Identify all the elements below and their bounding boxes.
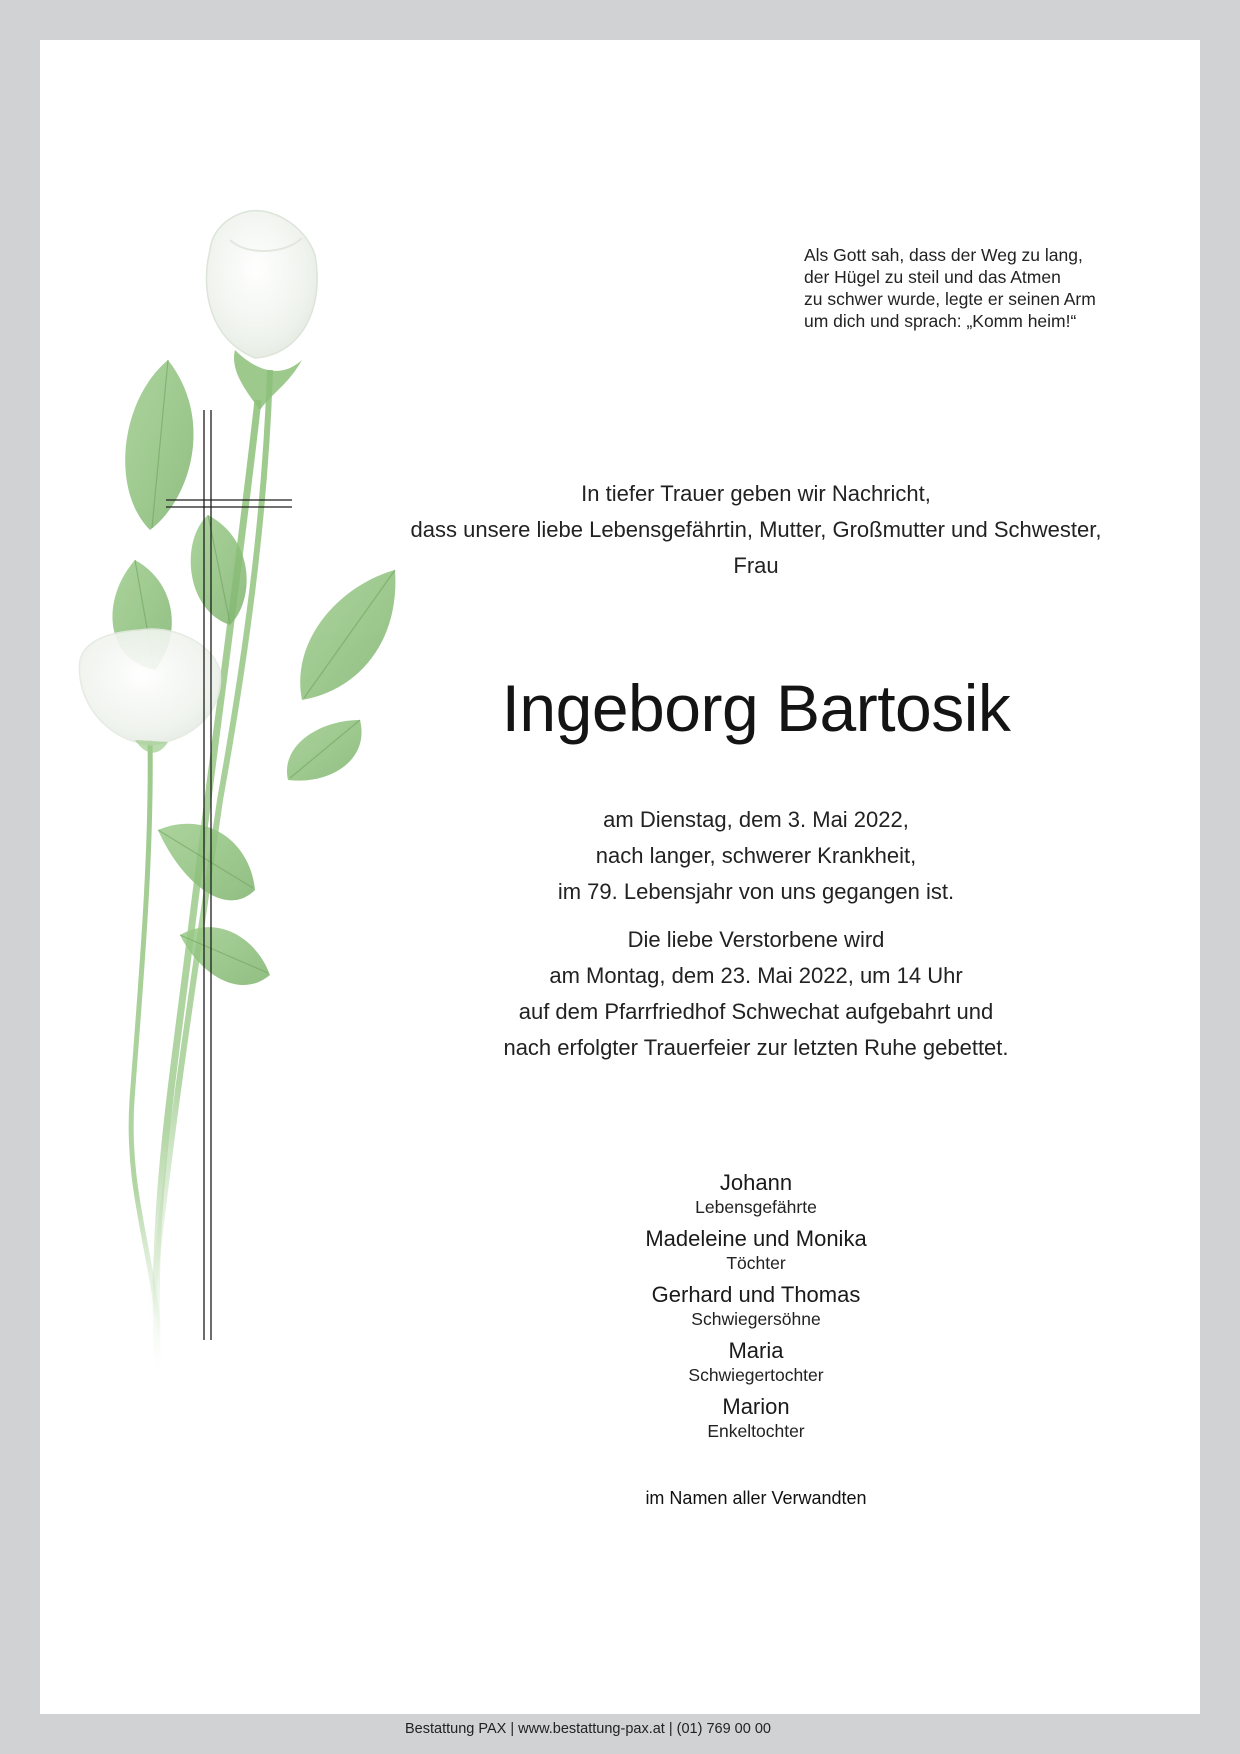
family-note: im Namen aller Verwandten	[645, 1488, 867, 1508]
funeral-line: am Montag, dem 23. Mai 2022, um 14 Uhr	[549, 963, 963, 988]
footer	[40, 1720, 1200, 1738]
mourner-entry	[392, 1170, 1120, 1218]
obituary-sheet	[40, 40, 1200, 1737]
funeral-line: Die liebe Verstorbene wird	[627, 927, 885, 952]
poem-quote	[804, 244, 1164, 332]
quote-line: zu schwer wurde, legte er seinen Arm	[804, 289, 1096, 309]
funeral-line: auf dem Pfarrfriedhof Schwechat aufgebahrt und	[518, 999, 994, 1024]
mourner-entry	[392, 1394, 1120, 1442]
death-line: am Dienstag, dem 3. Mai 2022,	[603, 807, 909, 832]
mourner-name: Johann	[719, 1170, 793, 1195]
mourner-entry	[392, 1338, 1120, 1386]
mourner-name: Marion	[722, 1394, 790, 1419]
announcement-intro	[392, 476, 1120, 584]
intro-line: dass unsere liebe Lebensgefährtin, Mutter, Großmutter und Schwester,	[410, 517, 1102, 542]
death-line: nach langer, schwerer Krankheit,	[595, 843, 917, 868]
funeral-line: nach erfolgter Trauerfeier zur letzten Ruhe gebettet.	[503, 1035, 1009, 1060]
footer-text: Bestattung PAX | www.bestattung-pax.at | (01) 769 00 00	[405, 1721, 771, 1737]
mourner-relation: Lebensgefährte	[695, 1197, 817, 1217]
mourner-relation: Schwiegersöhne	[691, 1309, 821, 1329]
intro-line: Frau	[733, 553, 779, 578]
death-line: im 79. Lebensjahr von uns gegangen ist.	[557, 879, 955, 904]
announcement-details	[392, 802, 1120, 1066]
mourner-relation: Töchter	[726, 1253, 786, 1273]
intro-line: In tiefer Trauer geben wir Nachricht,	[581, 481, 931, 506]
mourner-name: Gerhard und Thomas	[651, 1282, 861, 1307]
mourner-name: Maria	[728, 1338, 784, 1363]
quote-line: um dich und sprach: „Komm heim!“	[804, 311, 1077, 331]
mourners-list	[392, 1170, 1120, 1450]
mourner-relation: Enkeltochter	[707, 1421, 805, 1441]
deceased-name: Ingeborg Bartosik	[501, 671, 1011, 745]
mourner-entry	[392, 1226, 1120, 1274]
mourner-relation: Schwiegertochter	[688, 1365, 824, 1385]
mourner-entry	[392, 1282, 1120, 1330]
quote-line: Als Gott sah, dass der Weg zu lang,	[804, 245, 1083, 265]
quote-line: der Hügel zu steil und das Atmen	[804, 267, 1061, 287]
mourner-name: Madeleine und Monika	[645, 1226, 867, 1251]
